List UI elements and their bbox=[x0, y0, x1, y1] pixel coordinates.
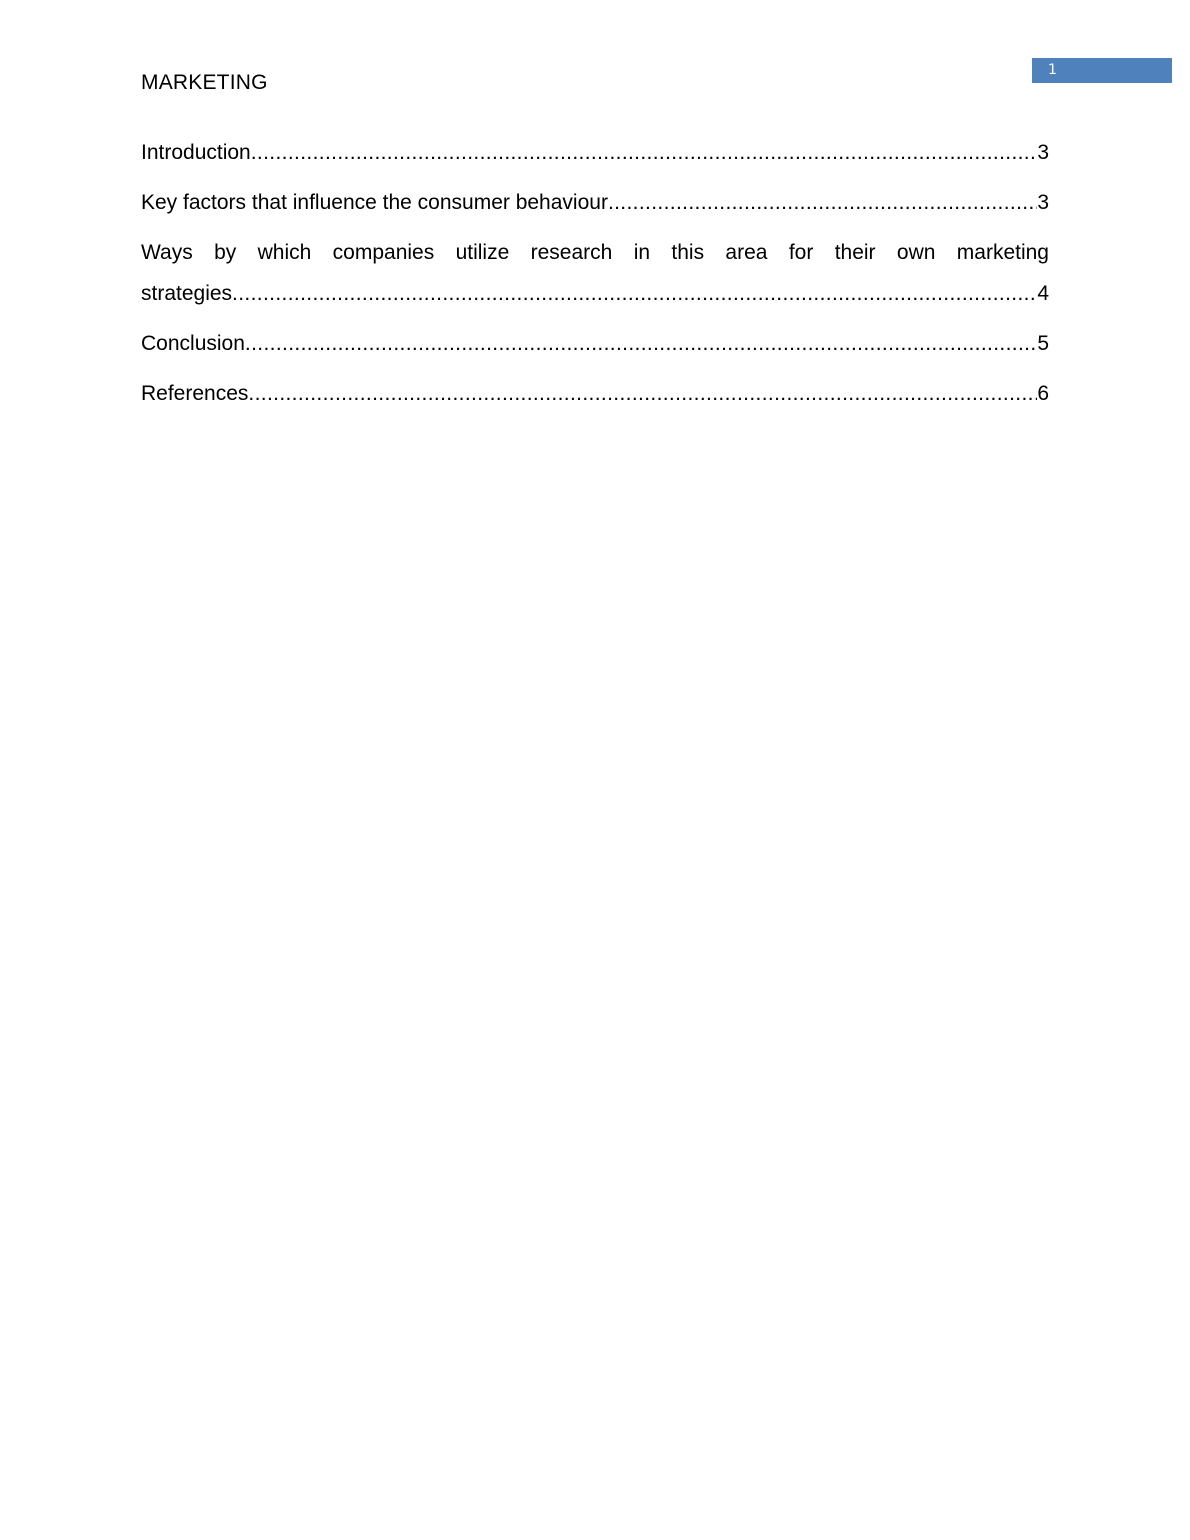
toc-entry-label: References bbox=[141, 382, 249, 405]
toc-entry-page: 6 bbox=[1037, 382, 1049, 405]
toc-entry-conclusion[interactable] bbox=[141, 329, 1049, 359]
toc-dot-leader bbox=[251, 138, 1038, 168]
toc-entry-page: 3 bbox=[1037, 191, 1049, 214]
toc-entry-page: 3 bbox=[1037, 141, 1049, 164]
toc-entry-introduction[interactable] bbox=[141, 138, 1049, 168]
toc-entry-references[interactable] bbox=[141, 379, 1049, 409]
toc-dot-leader bbox=[608, 188, 1037, 218]
toc-dot-leader bbox=[245, 329, 1037, 359]
toc-entry-label-line2: strategies bbox=[141, 282, 233, 305]
table-of-contents bbox=[141, 138, 1049, 429]
toc-entry-label-line1 bbox=[141, 238, 1049, 268]
toc-entry-label: Introduction bbox=[141, 141, 251, 164]
page-number-badge bbox=[1032, 58, 1172, 83]
toc-dot-leader bbox=[248, 379, 1037, 409]
toc-entry-ways-companies-utilize-research[interactable] bbox=[141, 238, 1049, 309]
toc-dot-leader bbox=[232, 279, 1037, 309]
toc-entry-label: Key factors that influence the consumer behaviour bbox=[141, 191, 608, 214]
toc-entry-label-line1-text: Ways by which companies utilize research in this area for their own marketing bbox=[141, 241, 1049, 264]
header-title: MARKETING bbox=[141, 71, 268, 94]
toc-entry-label: Conclusion bbox=[141, 332, 245, 355]
toc-entry-page: 4 bbox=[1037, 282, 1049, 305]
toc-entry-page: 5 bbox=[1037, 332, 1049, 355]
toc-entry-key-factors[interactable] bbox=[141, 188, 1049, 218]
page-number: 1 bbox=[1048, 62, 1057, 78]
